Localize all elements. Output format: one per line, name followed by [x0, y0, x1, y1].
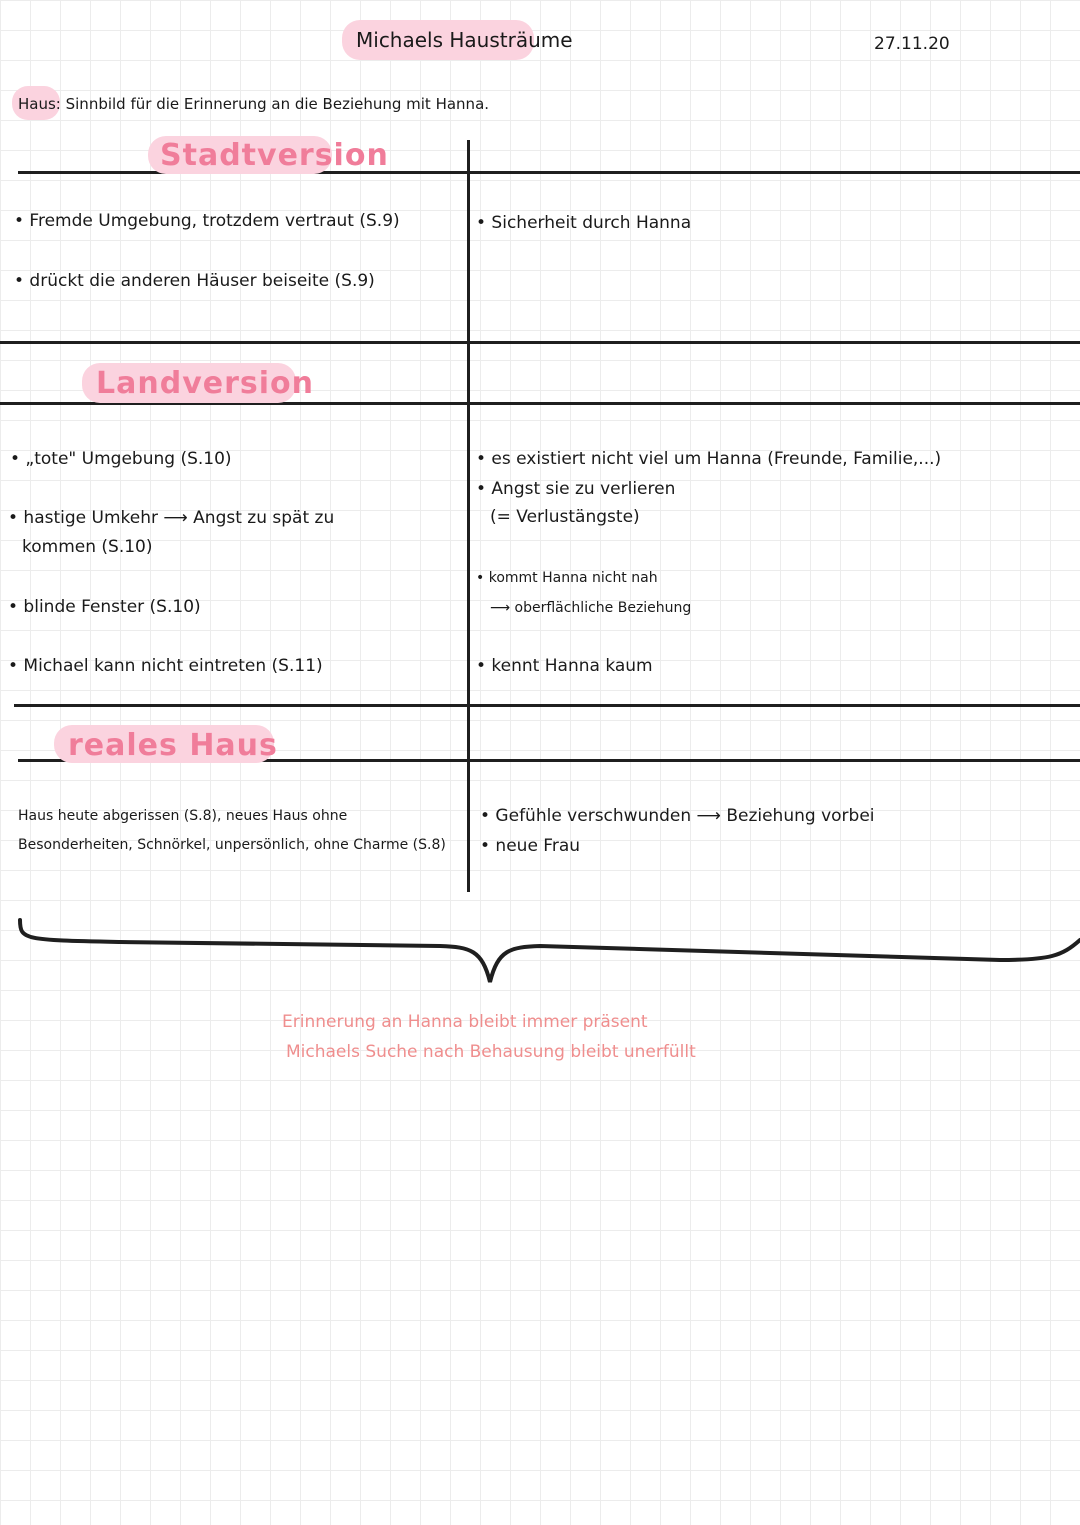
- land-left-item-3: • blinde Fenster (S.10): [8, 597, 201, 617]
- land-right-item-3: • kommt Hanna nicht nah: [476, 570, 658, 586]
- date: 27.11.20: [874, 34, 950, 54]
- land-left-item-2: • hastige Umkehr ⟶ Angst zu spät zu: [8, 508, 335, 528]
- page-title: Michaels Hausträume: [356, 28, 573, 52]
- land-left-item-2-cont: kommen (S.10): [22, 537, 153, 557]
- real-right-item-2: • neue Frau: [480, 836, 581, 856]
- table-divider: [467, 140, 470, 892]
- conclusion-line-1: Erinnerung an Hanna bleibt immer präsent: [282, 1012, 648, 1032]
- intro-keyword: Haus: [18, 95, 56, 113]
- land-heading: Landversion: [96, 366, 314, 401]
- real-heading: reales Haus: [68, 728, 278, 763]
- land-left-item-1: • „tote" Umgebung (S.10): [10, 449, 232, 469]
- stadt-right-item-1: • Sicherheit durch Hanna: [476, 213, 692, 233]
- real-left-line-2: Besonderheiten, Schnörkel, unpersönlich, ohne Charme (S.8): [18, 837, 446, 853]
- land-right-item-3-cont: ⟶ oberflächliche Beziehung: [490, 600, 692, 616]
- land-right-item-2-cont: (= Verlustängste): [490, 507, 640, 527]
- land-right-item-1: • es existiert nicht viel um Hanna (Freunde, Familie,...): [476, 449, 942, 469]
- conclusion-line-2: Michaels Suche nach Behausung bleibt unerfüllt: [286, 1042, 696, 1062]
- stadt-heading: Stadtversion: [160, 138, 389, 173]
- land-left-item-4: • Michael kann nicht eintreten (S.11): [8, 656, 323, 676]
- curly-brace: [0, 910, 1080, 990]
- land-right-item-4: • kennt Hanna kaum: [476, 656, 653, 676]
- stadt-left-item-2: • drückt die anderen Häuser beiseite (S.9): [14, 271, 375, 291]
- intro-text: : Sinnbild für die Erinnerung an die Beziehung mit Hanna.: [55, 95, 490, 113]
- stadt-bottom-line: [0, 341, 1080, 344]
- intro-line: [18, 95, 489, 113]
- real-left-line-1: Haus heute abgerissen (S.8), neues Haus ohne: [18, 808, 348, 824]
- land-right-item-2: • Angst sie zu verlieren: [476, 479, 676, 499]
- land-bottom-line: [14, 704, 1080, 707]
- stadt-left-item-1: • Fremde Umgebung, trotzdem vertraut (S.9): [14, 211, 400, 231]
- real-right-item-1: • Gefühle verschwunden ⟶ Beziehung vorbei: [480, 806, 875, 826]
